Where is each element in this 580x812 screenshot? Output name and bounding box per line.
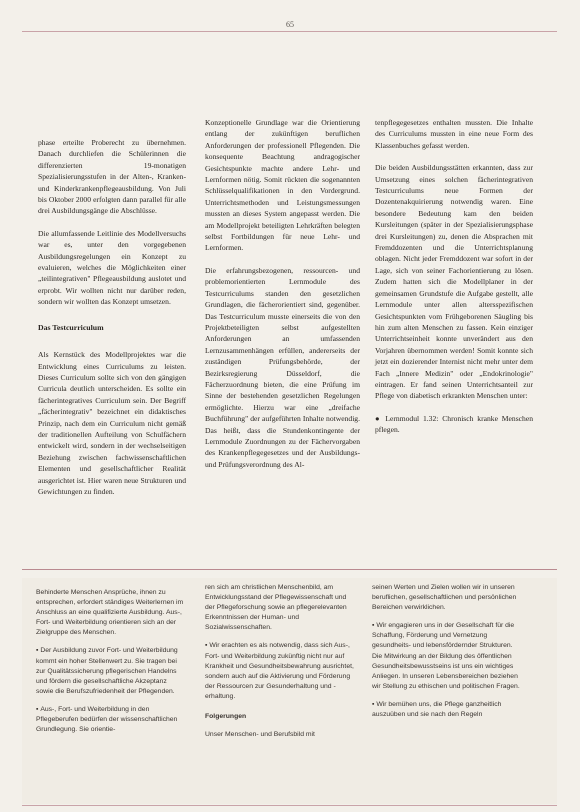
section-heading: Das Testcurriculum bbox=[38, 322, 104, 332]
text-column-left bbox=[38, 137, 186, 497]
paragraph: Die beiden Ausbildungsstätten erkannten, dass zur Umsetzung eines solchen fächerintegrativen Testcurriculums neue Formen der Dozentenakquirierung notwendig waren. Eine besondere Bedeutung kam den beiden Kursleitungen (später in der Spezialisierungsphase drei Kursleitungen) zu, denen die Absprachen mit Fremddozenten und die Unterrichtsplanung oblagen. Nicht jeder Fremddozent war sofort in der Lage, sich von seiner Fachorientierung zu lösen. Zudem hatten sich die Modellplaner in der gemeinsamen Grundstufe die Aufgabe gestellt, alle Lernmodule unter allen altersspezifischen Gesichtspunkten vom Frühgeborenen Säugling bis hin zum alten Menschen zu fassen. Kein einziger Unterrichtseinheit konnte unverändert aus den Vorjahren übernommen werden! Somit konnte sich jetzt ein dozierender Internist nicht mehr unter dem Fach „Innere Medizin" oder „Endokrinologie" eintragen. Er fand seinen Unterrichtsanteil zur Pflege von diabetisch erkrankten Menschen unter: bbox=[375, 163, 533, 401]
paragraph: phase erteilte Proberecht zu übernehmen. Danach durchliefen die Schülerinnen die differenzierten 19-monatigen Spezialisierungsstufen in der Alten-, Kranken- und Kinderkrankenpflegeausbildung. Von Juli bis Oktober 2000 erfolgten dann parallel für alle drei Ausbildungsgänge die Abschlüsse. bbox=[38, 138, 186, 216]
bullet-item: ▪ Wir engagieren uns in der Gesellschaft für die Schaffung, Förderung und Vernetzung gesundheits- und lebensfördernder Strukturen. Die Mitwirkung an der Bildung des öffentlichen Gesundheitsbewusstseins ist uns ein wichtiges Anliegen. In unseren Lebensbereichen beziehen wir Stellung zu ethischen und politischen Fragen. bbox=[372, 621, 522, 692]
lower-column-left bbox=[36, 588, 184, 735]
lower-column-middle bbox=[205, 583, 355, 740]
paragraph: tenpflegegesetzes enthalten mussten. Die Inhalte des Curriculums mussten in eine neue Form des Klassenbuches gefasst werden. bbox=[375, 118, 533, 150]
text-column-middle bbox=[205, 117, 360, 470]
text-column-right bbox=[375, 117, 533, 436]
bullet-item: ▪ Der Ausbildung zuvor Fort- und Weiterbildung kommt ein hoher Stellenwert zu. Sie tragen bei zur Qualitätssicherung pflegerischen Handelns und fördern die gesellschaftliche Akzeptanz sowie die Berufszufriedenheit der Pflegenden. bbox=[36, 646, 184, 696]
paragraph: seinen Werten und Zielen wollen wir in unseren beruflichen, gesellschaftlichen und persönlichen Bereichen verwirklichen. bbox=[372, 584, 517, 612]
paragraph: Behinderte Menschen Ansprüche, ihnen zu entsprechen, erfordert ständiges Weiterlernen im Anschluss an eine qualifizierte Ausbildung. Aus-, Fort- und Weiterbildung orientieren sich an der Zielgruppe des Menschen. bbox=[36, 589, 184, 637]
bullet-item: ▪ Aus-, Fort- und Weiterbildung in den Pflegeberufen bedürfen der wissenschaftlichen Grundlegung. Sie orientie- bbox=[36, 705, 184, 735]
paragraph: Als Kernstück des Modellprojektes war die Entwicklung eines Curriculums zu leisten. Dieses Curriculum sollte sich von den gängigen Curricula deutlich unterscheiden. Es sollte ein fächerintegratives Curriculum sein. Der Begriff „fächerintegrativ" bezeichnet ein didaktisches Prinzip, nach dem ein Curriculum nicht gemäß der traditionellen Aufteilung von Schulfächern entwickelt wird, sondern in der wechselseitigen Beziehung zwischen fachwissenschaftlichen Elementen und gesellschaftlicher Realität ausgerichtet ist. Hier waren neue Strukturen und Gewichtungen zu finden. bbox=[38, 350, 186, 496]
paragraph: Konzeptionelle Grundlage war die Orientierung entlang der zukünftigen beruflichen Anforderungen der professionell Pflegenden. Die konsequente Beachtung andragogischer Gesichtspunkte machte andere Lehr- und Lernformen nötig. Somit rückten die sogenannten Schlüsselqualifikationen in den Vordergrund. Unterrichtsmethoden und Leistungsmessungen mussten an dieses System angepasst werden. Die am Modellprojekt beteiligten Lehrkräften belegten selbst Fortbildungen für neue Lehr- und Lernformen. bbox=[205, 118, 360, 253]
bullet-item: ▪ Wir bemühen uns, die Pflege ganzheitlich auszuüben und sie nach den Regeln bbox=[372, 700, 522, 720]
top-rule bbox=[22, 31, 557, 32]
page-number: 65 bbox=[286, 20, 294, 29]
lower-column-right bbox=[372, 583, 522, 720]
bullet-item: ▪ Wir erachten es als notwendig, dass sich Aus-, Fort- und Weiterbildung zukünftig nicht nur auf Krankheit und Gesundheitsbewahrung ausrichtet, sondern auch auf die Aktivierung und Förderung der Ressourcen zur Gesunderhaltung und -erhaltung. bbox=[205, 641, 355, 702]
bullet-item: ● Lernmodul 1.32: Chronisch kranke Menschen pflegen. bbox=[375, 413, 533, 435]
paragraph: Unser Menschen- und Berufsbild mit bbox=[205, 731, 315, 739]
section-divider bbox=[22, 569, 557, 570]
bottom-rule bbox=[22, 805, 557, 806]
paragraph: Die erfahrungsbezogenen, ressourcen- und problemorientierten Lernmodule des Testcurriculums standen den gesetzlichen Grundlagen, die fächerorientiert sind, gegenüber. Das Testcurriculum musste einerseits die von den Projektbeteiligten selbst aufgestellten Anforderungen an umfassenden Lernzusammenhängen erfüllen, andererseits der zuständigen Prüfungsbehörde, der Bezirksregierung Düsseldorf, die Fächerzuordnung bieten, die eine Prüfung im Sinne der bestehenden gesetzlichen Regelungen ermöglichte. Hierzu war eine „dreifache Buchführung" der aufgeführten Inhalte notwendig. Das heißt, dass die Stundenkontingente der Lernmodule Zuordnungen zu der Fächervorgaben des Krankenpflegegesetzes und der Ausbildungs- und Prüfungsverordnung des Al- bbox=[205, 265, 360, 469]
section-heading: Folgerungen bbox=[205, 713, 247, 721]
paragraph: Die allumfassende Leitlinie des Modellversuchs war es, unter den vorgegebenen Ausbildungsregelungen ein Konzept zu evaluieren, welches die Möglichkeiten einer „teilintegrativen" Pflegeausbildung auslotet und erprobt. Wir wollten nicht nur darüber reden, sondern wir wollten das Konzept umsetzen. bbox=[38, 228, 186, 307]
paragraph: ren sich am christlichen Menschenbild, am Entwicklungsstand der Pflegewissenschaft und der Pflegeforschung sowie an pflegerelevanten Erkenntnissen der Human- und Sozialwissenschaften. bbox=[205, 584, 347, 632]
